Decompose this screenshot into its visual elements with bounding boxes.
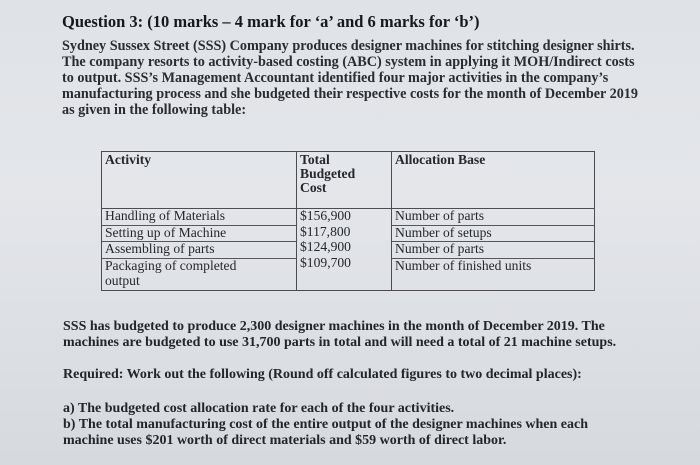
question-marks: (10 marks – 4 mark for ‘a’ and 6 marks for ‘b’) [147, 12, 480, 31]
part-b-line-1 [63, 417, 588, 433]
cost-column [297, 209, 392, 291]
part-b-rest: of the entire output of the designer machines when each [256, 417, 589, 432]
part-a: a) The budgeted cost allocation rate for each of the four activities. [63, 401, 455, 416]
intro-line-5: as given in the following table: [62, 102, 247, 118]
intro-line-2: The company resorts to activity-based costing (ABC) system in applying it MOH/Indirect costs [62, 54, 635, 70]
table-cell-activity: Assembling of parts [105, 241, 215, 256]
part-b-bold: total manufacturing cost [105, 417, 253, 432]
table-cell-activity-cont: output [105, 273, 140, 288]
info-line-1: SSS has budgeted to produce 2,300 designer machines in the month of December 2019. The [63, 319, 605, 334]
table-cell-activity: Packaging of completed [105, 257, 237, 273]
table-body-row [102, 209, 595, 291]
activity-cost-table [101, 151, 595, 291]
info-line-2: machines are budgeted to use 31,700 parts in total and will need a total of 21 machine setups. [63, 335, 617, 350]
part-b-prefix: b) The [63, 417, 103, 432]
intro-line-1: Sydney Sussex Street (SSS) Company produces designer machines for stitching designer shirts. [62, 38, 635, 54]
table-cell-base: Number of parts [395, 241, 485, 256]
table-cell-base: Number of setups [395, 224, 492, 240]
table-cell-cost: $109,700 [300, 254, 351, 270]
activity-column [102, 209, 297, 291]
table-cell-activity: Setting up of Machine [105, 224, 227, 240]
header-allocation-base: Allocation Base [392, 152, 595, 209]
intro-line-3: to output. SSS’s Management Accountant identified four major activities in the company’s [62, 70, 609, 86]
intro-line-4: manufacturing process and she budgeted their respective costs for the month of December 2019 [62, 86, 638, 102]
required-round-note: (Round off [268, 367, 334, 382]
table-cell-cost: $156,900 [300, 208, 351, 223]
question-title [62, 12, 480, 32]
table-header-row [102, 152, 595, 209]
question-heading: Question 3: [62, 12, 144, 31]
required-line [63, 367, 582, 383]
part-b-line-2: machine uses $201 worth of direct materials and $59 worth of direct labor. [63, 433, 507, 448]
header-activity: Activity [102, 152, 297, 209]
table-cell-base: Number of finished units [395, 257, 532, 273]
required-text: Work out the following [126, 367, 265, 382]
table-cell-cost: $124,900 [300, 239, 351, 254]
header-total-budgeted-cost: Total Budgeted Cost [297, 152, 392, 209]
base-column [392, 209, 595, 291]
table-cell-base: Number of parts [395, 208, 485, 223]
table-cell-activity: Handling of Materials [105, 208, 226, 223]
table-cell-cost: $117,800 [300, 223, 351, 239]
required-text-2: calculated figures to two decimal places): [336, 367, 582, 382]
required-label: Required: [63, 367, 124, 382]
